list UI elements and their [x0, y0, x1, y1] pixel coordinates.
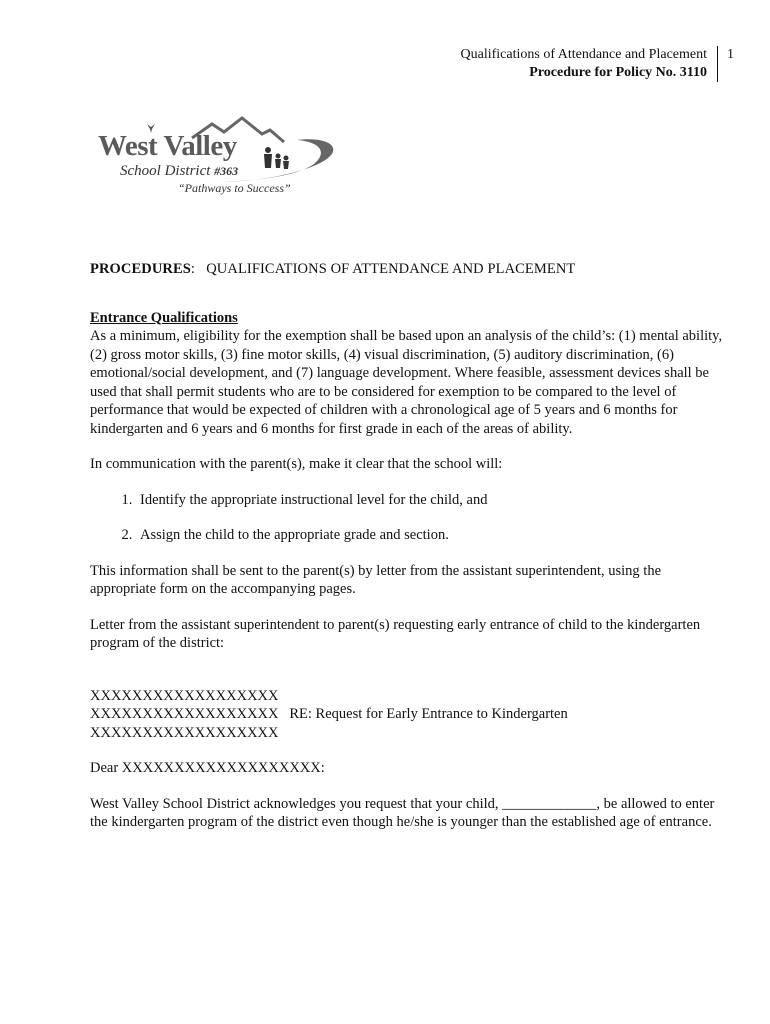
list-item: 1. Identify the appropriate instructional level for the child, and	[136, 491, 726, 510]
info-paragraph: This information shall be sent to the parent(s) by letter from the assistant superintendent, using the appropriate form on the accompanying pages.	[90, 562, 662, 597]
letter-body: West Valley School District acknowledges you request that your child, _____________, be allowed to enter the kindergarten program of the district even though he/she is younger than the established age of entrance.	[90, 795, 715, 830]
entrance-qualifications-text: As a minimum, eligibility for the exemption shall be based upon an analysis of the child’s: (1) mental ability, (2) gross motor skills, (3) fine motor skills, (4) visual discrimination, (5) auditory discrimination, (6) emotional/social development, and (7) language development. Where feasible, assessment devices shall be used that shall permit students who are to be considered for exemption to be compared to the level of performance that would be expected of children with a chronological age of 5 years and 6 months for kindergarten and 6 years and 6 months for first grade in each of the areas of ability.	[90, 328, 723, 437]
address-line: XXXXXXXXXXXXXXXXXX	[90, 724, 279, 741]
list-item: 2. Assign the child to the appropriate grade and section.	[136, 526, 726, 545]
communication-list	[90, 491, 726, 545]
communication-intro: In communication with the parent(s), make it clear that the school will:	[90, 456, 503, 472]
entrance-qualifications-subhead: Entrance Qualifications	[90, 309, 238, 326]
address-line: XXXXXXXXXXXXXXXXXX	[90, 706, 279, 722]
address-line-with-re	[90, 705, 726, 724]
logo-district-name: School District	[120, 163, 211, 179]
re-line: RE: Request for Early Entrance to Kindergarten	[289, 706, 568, 722]
header-title: Qualifications of Attendance and Placement	[460, 47, 707, 62]
letter-intro: Letter from the assistant superintendent to parent(s) requesting early entrance of child to the kindergarten program of the district:	[90, 616, 701, 651]
page-header	[461, 46, 718, 82]
district-logo	[92, 112, 342, 202]
salutation: Dear XXXXXXXXXXXXXXXXXXX:	[90, 760, 325, 776]
logo-district-number: #363	[214, 164, 239, 178]
logo-district	[120, 162, 238, 180]
document-body	[90, 260, 726, 849]
procedure-heading	[90, 260, 726, 279]
address-block	[90, 687, 726, 743]
address-line: XXXXXXXXXXXXXXXXXX	[90, 687, 279, 704]
logo-brand-name: West Valley	[98, 130, 237, 162]
logo-tagline: “Pathways to Success”	[178, 181, 291, 195]
heading-label: PROCEDURES	[90, 261, 191, 277]
page-number: 1	[727, 47, 734, 62]
heading-title: QUALIFICATIONS OF ATTENDANCE AND PLACEMENT	[206, 261, 576, 277]
header-policy-number: Procedure for Policy No. 3110	[529, 65, 707, 80]
heading-colon: :	[190, 261, 196, 277]
